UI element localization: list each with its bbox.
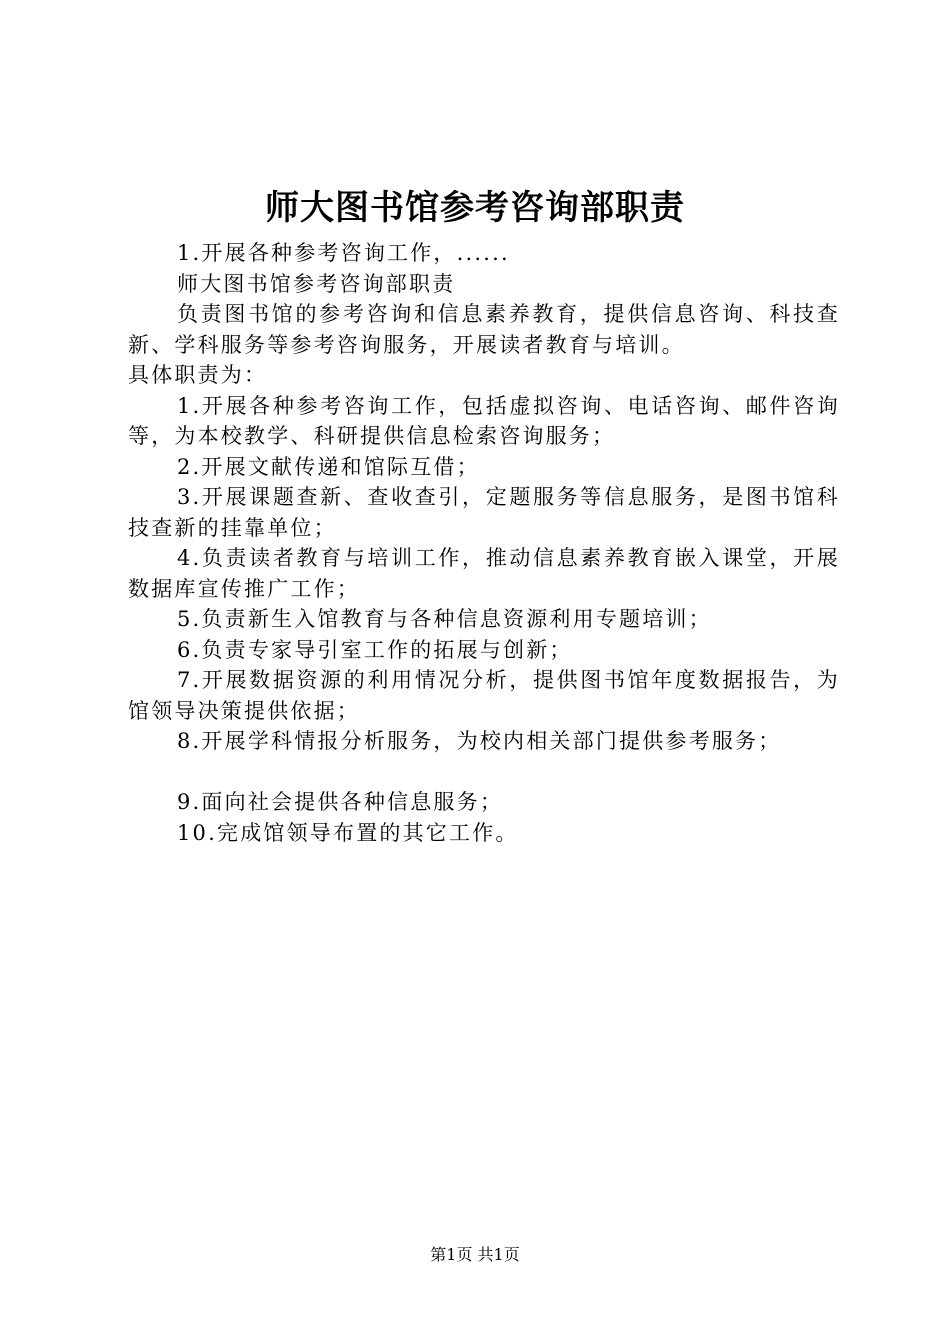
paragraph: 具体职责为： <box>128 363 268 387</box>
list-item: 1.开展各种参考咨询工作，包括虚拟咨询、电话咨询、邮件咨询等，为本校教学、科研提供信息检索咨询服务； <box>128 393 840 448</box>
list-item: 9.面向社会提供各种信息服务； <box>177 790 504 814</box>
page-footer: 第1页 共1页 <box>430 1245 520 1264</box>
list-item: 3.开展课题查新、查收查引，定题服务等信息服务，是图书馆科技查新的挂靠单位； <box>128 485 840 540</box>
paragraph: 负责图书馆的参考咨询和信息素养教育，提供信息咨询、科技查新、学科服务等参考咨询服务，开展读者教育与培训。 <box>128 302 840 357</box>
list-item: 10.完成馆领导布置的其它工作。 <box>177 820 519 845</box>
blank-line <box>128 757 840 788</box>
paragraph: 1.开展各种参考咨询工作，...... <box>177 241 510 265</box>
list-item: 7.开展数据资源的利用情况分析，提供图书馆年度数据报告，为馆领导决策提供依据； <box>128 668 840 723</box>
list-item: 6.负责专家导引室工作的拓展与创新； <box>177 637 573 662</box>
list-item: 4.负责读者教育与培训工作，推动信息素养教育嵌入课堂，开展数据库宣传推广工作； <box>128 546 840 601</box>
list-item: 8.开展学科情报分析服务，为校内相关部门提供参考服务； <box>177 729 782 753</box>
document-title: 师大图书馆参考咨询部职责 <box>265 188 685 228</box>
list-item: 5.负责新生入馆教育与各种信息资源利用专题培训； <box>177 607 712 631</box>
paragraph: 师大图书馆参考咨询部职责 <box>177 271 456 296</box>
list-item: 2.开展文献传递和馆际互借； <box>177 454 480 479</box>
document-body <box>128 238 840 848</box>
